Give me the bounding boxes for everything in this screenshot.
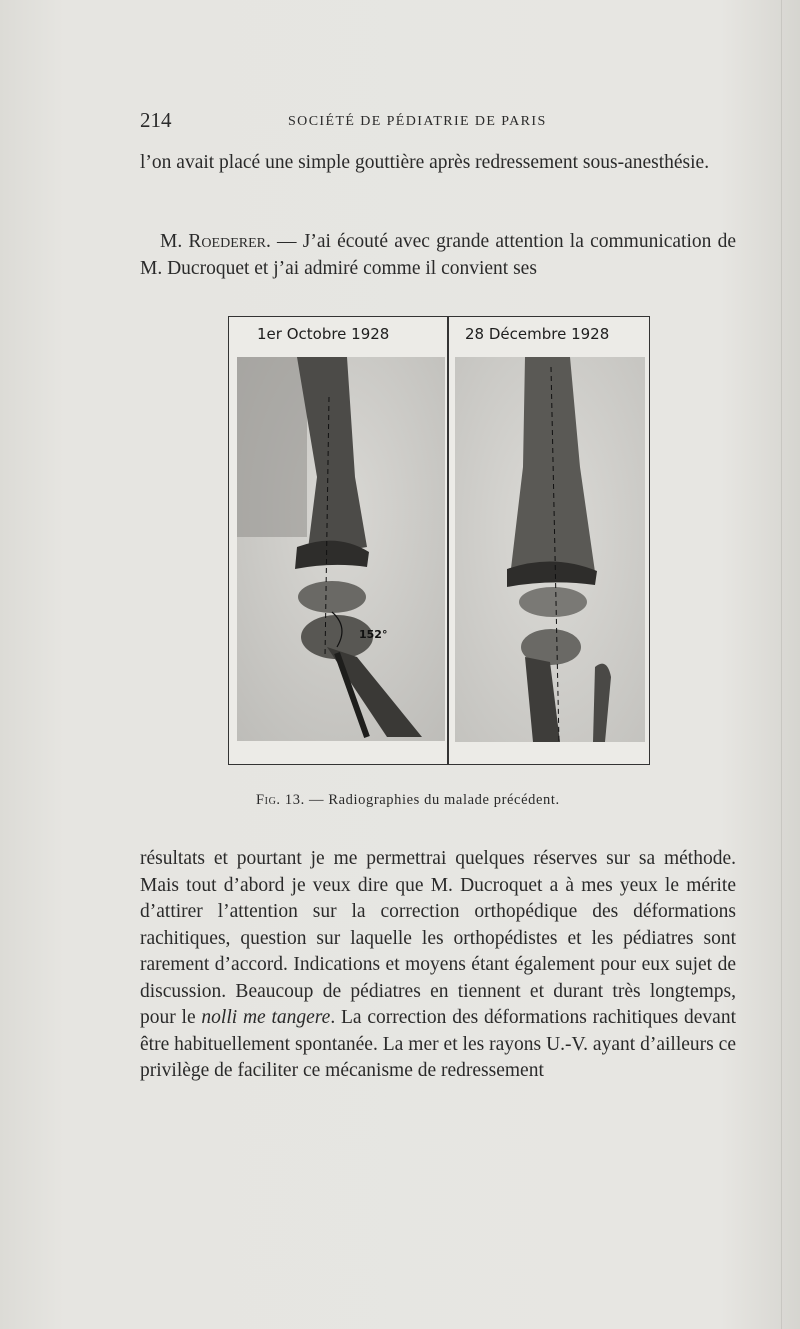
- page-number: 214: [140, 108, 172, 132]
- left-radiograph: [237, 357, 445, 741]
- angle-label: 152°: [359, 628, 388, 641]
- latin-phrase: nolli me tangere: [201, 1007, 331, 1028]
- speaker-prefix: M.: [160, 231, 189, 252]
- left-panel-label: 1er Octobre 1928: [257, 325, 390, 343]
- running-title: SOCIÉTÉ DE PÉDIATRIE DE PARIS: [288, 114, 547, 129]
- page-edge: [781, 0, 782, 1329]
- figure-caption: [256, 792, 656, 809]
- paragraph-2: [140, 229, 736, 282]
- right-panel-label: 28 Décembre 1928: [465, 325, 610, 343]
- page-header: [140, 108, 740, 134]
- caption-text: — Radiographies du malade précédent.: [304, 792, 560, 808]
- paragraph-3-continued: . La correction des déformations rachitiques devant être habituellement spontanée. La mer et les rayons U.-V. ayant d’ailleurs ce privilège de faciliter ce mécanisme de redressement: [140, 1007, 736, 1081]
- paragraph-2-text: . — J’ai écouté avec grande attention la communication de M. Ducroquet et j’ai admiré comme il convient ses: [140, 231, 736, 279]
- speaker-name: Roederer: [188, 231, 266, 252]
- paragraph-3-text: résultats et pourtant je me permettrai quelques réserves sur sa méthode. Mais tout d’abord je veux dire que M. Ducroquet a à mes yeux le mérite d’attirer l’attention sur la correction orthopédique des déformations rachitiques, question sur laquelle les orthopédistes et les pédiatres sont rarement d’accord. Indications et moyens étant également pour eux sujet de discussion. Beaucoup de pédiatres en tiennent et durant très longtemps, pour le: [140, 848, 736, 1028]
- paragraph-3: [140, 846, 736, 1085]
- radiograph-figure: [228, 316, 650, 765]
- right-radiograph: [455, 357, 645, 742]
- caption-label: Fig. 13.: [256, 792, 305, 808]
- paragraph-1: l’on avait placé une simple gouttière après redressement sous-anesthésie.: [140, 152, 710, 173]
- panel-divider: [447, 317, 449, 764]
